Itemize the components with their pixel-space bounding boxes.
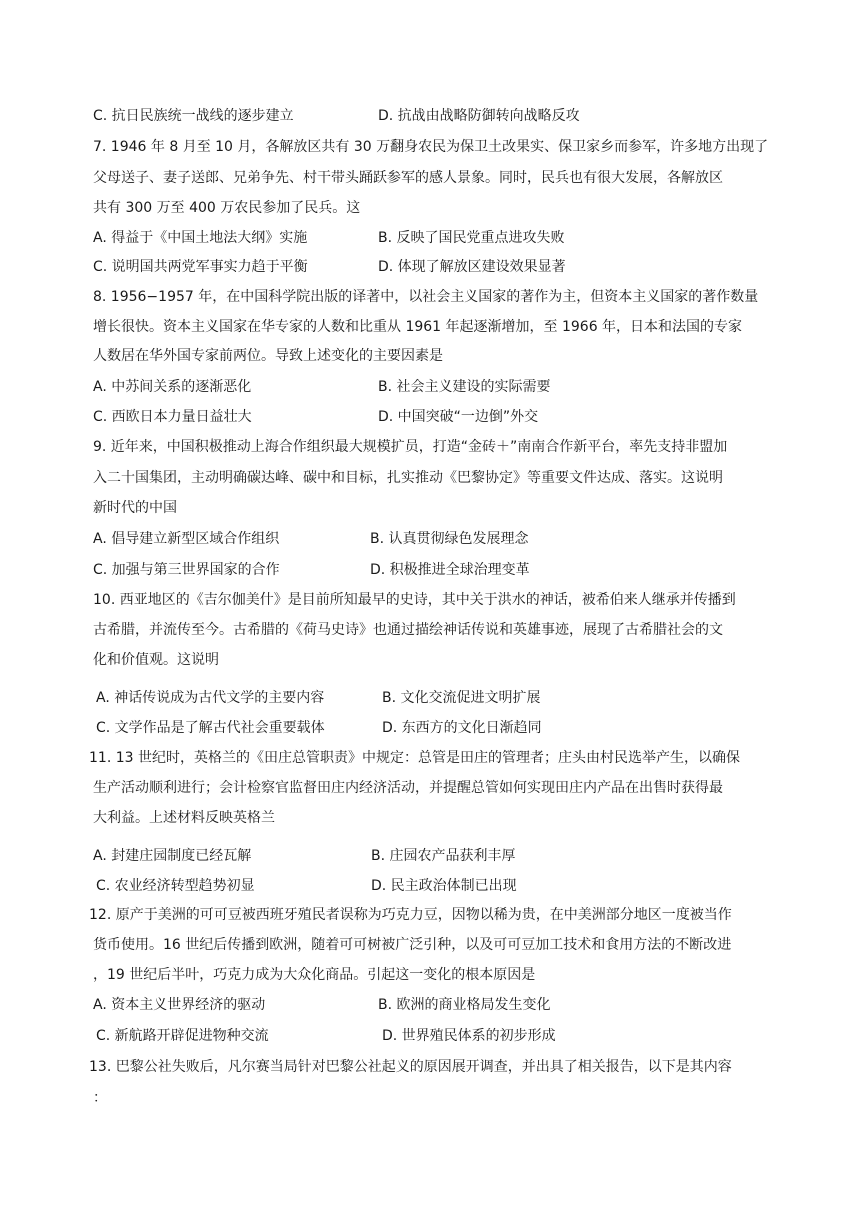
q8-option-d: D. 中国突破“一边倒”外交	[378, 409, 539, 425]
q10-stem-line-2: 古希腊，并流传至今。古希腊的《荷马史诗》也通过描绘神话传说和英雄事迹，展现了古希腊社会的文	[93, 622, 723, 638]
q7-option-b: B. 反映了国民党重点进攻失败	[378, 230, 565, 246]
q11-stem-line-2: 生产活动顺利进行；会计检察官监督田庄内经济活动，并提醒总管如何实现田庄内产品在出售时获得最	[93, 780, 723, 796]
q11-option-d: D. 民主政治体制已出现	[371, 878, 517, 894]
q9-option-a: A. 倡导建立新型区域合作组织	[93, 531, 280, 547]
q7-stem-line-1: 7. 1946 年 8 月至 10 月，各解放区共有 30 万翻身农民为保卫土改果实、保卫家乡而参军，许多地方出现了	[93, 139, 769, 155]
q10-option-d: D. 东西方的文化日渐趋同	[382, 720, 542, 736]
q7-option-d: D. 体现了解放区建设效果显著	[378, 259, 566, 275]
q12-option-d: D. 世界殖民体系的初步形成	[382, 1028, 556, 1044]
q7-option-a: A. 得益于《中国土地法大纲》实施	[93, 230, 308, 246]
q13-stem-line-2: ：	[93, 1090, 107, 1106]
q8-option-b: B. 社会主义建设的实际需要	[378, 379, 551, 395]
q9-option-b: B. 认真贯彻绿色发展理念	[370, 531, 529, 547]
q7-stem-line-2: 父母送子、妻子送郎、兄弟争先、村干带头踊跃参军的感人景象。同时，民兵也有很大发展，各解放区	[93, 170, 723, 186]
q10-stem-line-1: 10. 西亚地区的《吉尔伽美什》是目前所知最早的史诗，其中关于洪水的神话，被希伯来人继承并传播到	[93, 592, 736, 608]
q10-option-b: B. 文化交流促进文明扩展	[382, 690, 541, 706]
q12-stem-line-3: ，19 世纪后半叶，巧克力成为大众化商品。引起这一变化的根本原因是	[93, 967, 536, 983]
q10-option-a: A. 神话传说成为古代文学的主要内容	[96, 690, 325, 706]
q11-option-b: B. 庄园农产品获利丰厚	[371, 848, 516, 864]
q7-option-c: C. 说明国共两党军事实力趋于平衡	[93, 259, 308, 275]
q8-stem-line-3: 人数居在华外国专家前两位。导致上述变化的主要因素是	[93, 348, 443, 364]
q12-stem-line-1: 12. 原产于美洲的可可豆被西班牙殖民者误称为巧克力豆，因物以稀为贵，在中美洲部分地区一度被当作	[89, 907, 732, 923]
q9-stem-line-3: 新时代的中国	[93, 500, 177, 516]
q11-stem-line-1: 11. 13 世纪时，英格兰的《田庄总管职责》中规定：总管是田庄的管理者；庄头由村民选举产生，以确保	[89, 750, 740, 766]
q9-stem-line-2: 入二十国集团，主动明确碳达峰、碳中和目标，扎实推动《巴黎协定》等重要文件达成、落实。这说明	[93, 470, 723, 486]
q11-option-c: C. 农业经济转型趋势初显	[96, 878, 255, 894]
q6-option-c: C. 抗日民族统一战线的逐步建立	[93, 108, 294, 124]
q13-stem-line-1: 13. 巴黎公社失败后，凡尔赛当局针对巴黎公社起义的原因展开调查，并出具了相关报告，以下是其内容	[89, 1059, 732, 1075]
q9-option-d: D. 积极推进全球治理变革	[370, 562, 530, 578]
q9-option-c: C. 加强与第三世界国家的合作	[93, 562, 280, 578]
q12-option-b: B. 欧洲的商业格局发生变化	[378, 997, 551, 1013]
q12-stem-line-2: 货币使用。16 世纪后传播到欧洲，随着可可树被广泛引种，以及可可豆加工技术和食用方法的不断改进	[93, 937, 732, 953]
q12-option-a: A. 资本主义世界经济的驱动	[93, 997, 266, 1013]
q10-option-c: C. 文学作品是了解古代社会重要载体	[96, 720, 325, 736]
q10-stem-line-3: 化和价值观。这说明	[93, 652, 219, 668]
q12-option-c: C. 新航路开辟促进物种交流	[96, 1028, 269, 1044]
q8-option-a: A. 中苏间关系的逐渐恶化	[93, 379, 252, 395]
q11-option-a: A. 封建庄园制度已经瓦解	[93, 848, 252, 864]
q7-stem-line-3: 共有 300 万至 400 万农民参加了民兵。这	[93, 200, 361, 216]
q8-option-c: C. 西欧日本力量日益壮大	[93, 409, 252, 425]
q9-stem-line-1: 9. 近年来，中国积极推动上海合作组织最大规模扩员，打造“金砖＋”南南合作新平台，率先支持非盟加	[93, 439, 728, 455]
q8-stem-line-1: 8. 1956−1957 年，在中国科学院出版的译著中，以社会主义国家的著作为主，但资本主义国家的著作数量	[93, 289, 759, 305]
q8-stem-line-2: 增长很快。资本主义国家在华专家的人数和比重从 1961 年起逐渐增加，至 1966 年，日本和法国的专家	[93, 319, 743, 335]
q11-stem-line-3: 大利益。上述材料反映英格兰	[93, 810, 275, 826]
q6-option-d: D. 抗战由战略防御转向战略反攻	[378, 108, 580, 124]
